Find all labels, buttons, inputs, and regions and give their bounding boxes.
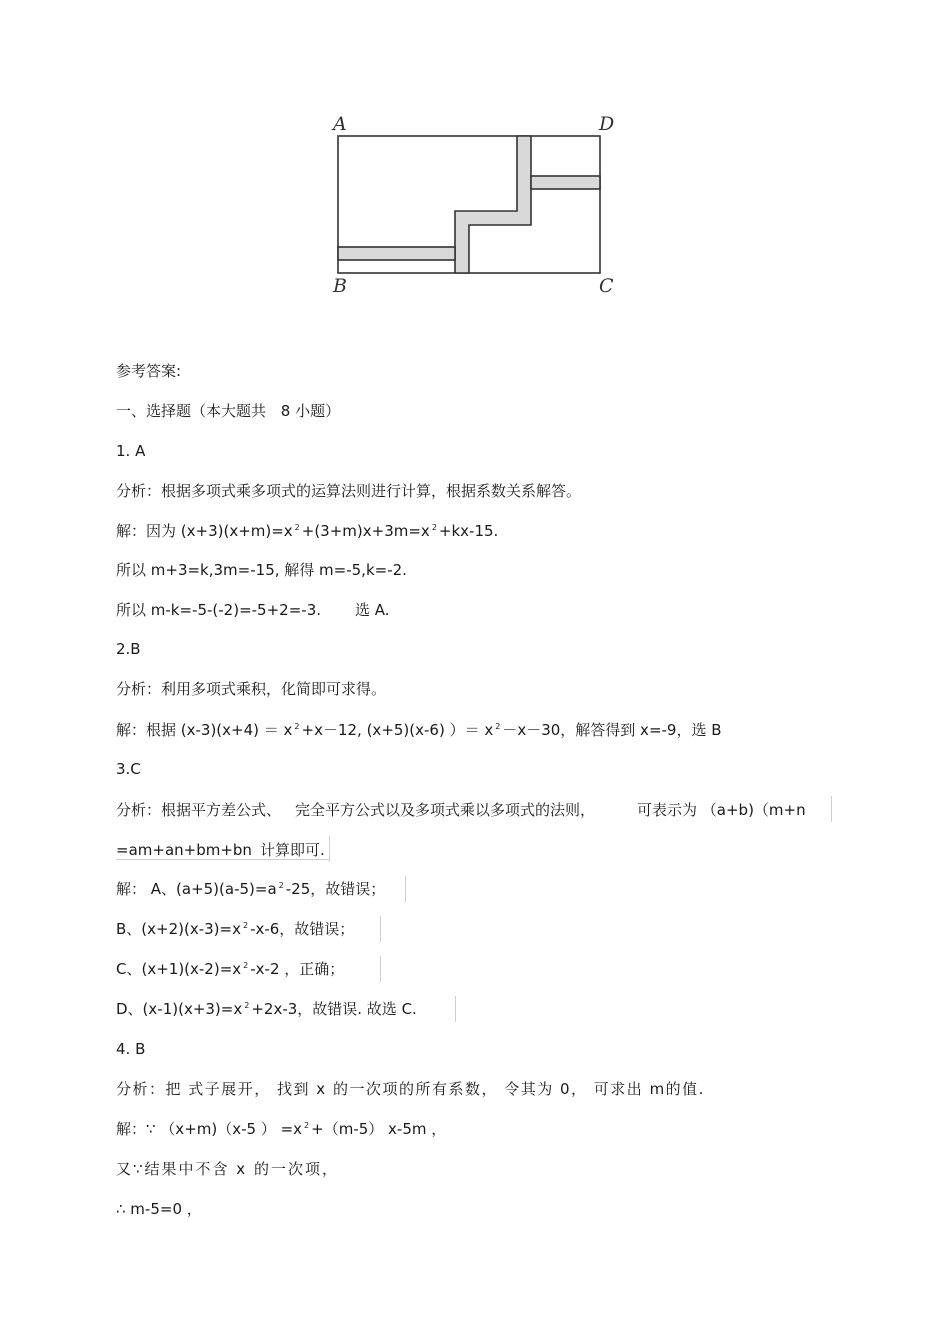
q2-sol-mid: +x－12, (x+5)(x-6) ）＝ x [301,721,494,739]
label-b: B [333,275,347,297]
answers-heading: 参考答案: [116,362,182,380]
section-count: 8 [280,402,291,420]
q2-number: 2.B [116,640,141,658]
q3-sol-d-sup: 2 [244,1001,250,1010]
q2-sup2: 2 [495,722,501,731]
q4-number: 4. B [116,1040,146,1058]
q3-sol-b-sup: 2 [242,921,249,930]
q3-sol-c-sup: 2 [243,961,249,970]
section-title-text: 一、选择题（本大题共 [116,402,267,420]
q3-sol-d-pre: D、(x-1)(x+3)=x [116,1000,243,1018]
q3-analysis-line2b: 计算即可. [259,841,325,859]
q3-sol-c-pre: C、(x+1)(x-2)=x [116,960,242,978]
q1-sup2: 2 [431,523,437,532]
section-title [116,401,340,421]
q3-analysis-a: 分析：根据平方差公式、 [116,801,282,819]
q3-analysis-c: 可表示为 （a+b)（m+n [637,801,806,819]
q3-sol-a [116,879,385,902]
q4-sol-sup: 2 [304,1121,310,1130]
q3-sol-b-post: -x-6，故错误； [250,920,355,938]
q4-line3: ∴ m-5=0 ， [116,1200,202,1218]
q2-sol-post: －x－30，解答得到 x=-9，选 B [502,721,722,739]
q3-analysis [116,800,806,820]
q4-analysis: 分析：把 式子展开， 找到 x 的一次项的所有系数， 令其为 0， 可求出 m的值. [116,1080,705,1098]
q4-sol-pre: 解：∵ （x+m)（x-5 ） =x [116,1120,303,1138]
q1-sol-mid: +(3+m)x+3m=x [301,522,430,540]
rectangle-strips-figure [325,108,625,298]
q3-sol-a-sup: 2 [278,881,284,890]
scan-line [380,916,381,942]
q3-sol-b-pre: B、(x+2)(x-3)=x [116,920,241,938]
q4-line2: 又∵结果中不含 x 的一次项， [116,1160,339,1178]
q3-analysis-b: 完全平方公式以及多项式乘以多项式的法则， [295,801,596,819]
shaded-right-strip [531,176,600,189]
label-d: D [599,113,615,135]
q1-line2: 所以 m+3=k,3m=-15, 解得 m=-5,k=-2. [116,561,407,579]
shaded-staircase-strip [455,136,531,273]
q3-number: 3.C [116,760,141,778]
q2-solution [116,720,722,743]
q2-sup1: 2 [294,722,300,731]
scan-line [380,956,381,982]
q4-sol-post: +（m-5） x-5m ， [311,1120,447,1138]
q1-sol-pre: 解：因为 (x+3)(x+m)=x [116,522,293,540]
q3-sol-a-post: -25，故错误； [285,880,386,898]
q3-analysis-line2 [116,840,325,860]
label-c: C [599,275,614,297]
scan-line [405,876,406,902]
q1-line3a: 所以 m-k=-5-(-2)=-5+2=-3. [116,601,322,619]
section-suffix: 小题） [295,402,341,420]
scan-line [455,996,456,1022]
q3-sol-c [116,959,344,982]
q4-solution [116,1119,446,1142]
label-a: A [333,113,347,135]
q3-sol-d-post: +2x-3，故错误. 故选 C. [251,1000,417,1018]
q1-solution [116,521,498,544]
q2-sol-pre: 解：根据 (x-3)(x+4) ＝ x [116,721,293,739]
scan-line [831,796,832,822]
q1-number: 1. A [116,442,146,460]
q1-line3b: 选 A. [355,601,390,619]
q3-sol-c-post: -x-2 ，正确； [250,960,345,978]
q3-sol-b [116,919,354,942]
q3-sol-a-pre: 解： A、(a+5)(a-5)=a [116,880,277,898]
q1-analysis: 分析：根据多项式乘多项式的运算法则进行计算，根据系数关系解答。 [116,482,582,500]
q1-line3 [116,600,390,620]
shaded-left-strip [338,247,455,260]
q1-sol-post: +kx-15. [438,522,499,540]
scan-line [116,859,330,860]
q3-sol-d [116,999,417,1022]
q3-analysis-line2a: =am+an+bm+bn [116,841,252,859]
q2-analysis: 分析：利用多项式乘积，化简即可求得。 [116,680,387,698]
q1-sup1: 2 [294,523,300,532]
